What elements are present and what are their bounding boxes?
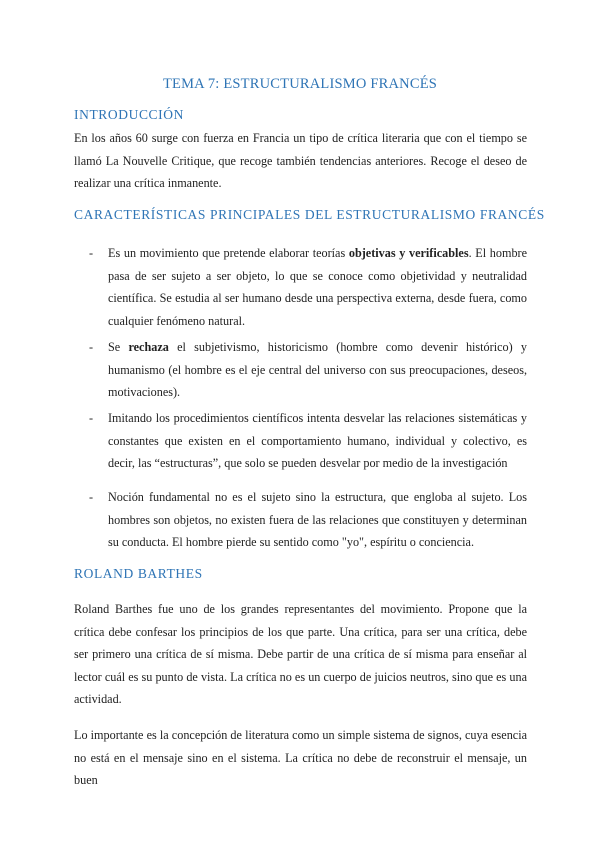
list-item-text: el subjetivismo, historicismo (hombre como devenir histórico) y humanismo (el hombre es el eje central del universo con sus preocupaciones, deseos, motivaciones). — [108, 340, 528, 399]
list-item: Noción fundamental no es el sujeto sino la estructura, que engloba al sujeto. Los hombres son objetos, no existen fuera de las relaciones que constituyen y determinan su conducta. El hombre pierde su sentido como "yo", espíritu o conciencia. — [108, 490, 527, 549]
heading-caracteristicas: CARACTERÍSTICAS PRINCIPALES DEL ESTRUCTURALISMO FRANCÉS — [74, 207, 545, 222]
bullet-mark: - — [89, 490, 94, 504]
bullet-mark: - — [89, 246, 94, 260]
list-item-text: . El hombre pasa de ser sujeto a ser objeto, lo que se conoce como objetividad y neutralidad científica. Se estudia al ser humano desde una perspectiva externa, desde fuera, como cualquier fenómeno natural. — [108, 246, 528, 328]
list-item-text: Se — [108, 340, 129, 354]
list-item-text: Es un movimiento que pretende elaborar teorías — [108, 246, 349, 260]
heading-introduccion: INTRODUCCIÓN — [74, 107, 184, 122]
bullet-mark: - — [89, 411, 94, 425]
list-item — [108, 242, 527, 332]
document-title: TEMA 7: ESTRUCTURALISMO FRANCÉS — [162, 76, 438, 92]
list-item: Imitando los procedimientos científicos intenta desvelar las relaciones sistemáticas y constantes que existen en el comportamiento humano, individual y colectivo, es decir, las “estructuras”, que solo se pueden desvelar por medio de la investigación — [108, 411, 527, 470]
paragraph-barthes-2: Lo importante es la concepción de literatura como un simple sistema de signos, cuya esencia no está en el mensaje sino en el sistema. La crítica no debe de reconstruir el mensaje, un buen — [74, 728, 527, 787]
paragraph-introduccion: En los años 60 surge con fuerza en Francia un tipo de crítica literaria que con el tiempo se llamó La Nouvelle Critique, que recoge también tendencias anteriores. Recoge el deseo de realizar una crítica inmanente. — [74, 131, 527, 190]
paragraph-barthes-1: Roland Barthes fue uno de los grandes representantes del movimiento. Propone que la crítica debe confesar los principios de los que parte. Una crítica, para ser una crítica, debe ser primero una crítica de sí misma. Debe partir de una crítica de sí misma para enseñar al lector cuál es su punto de vista. La crítica no es un cuerpo de juicios neutros, sino que es una actividad. — [74, 602, 527, 706]
bullet-mark: - — [89, 340, 94, 354]
list-item-bold: objetivas y verificables — [348, 246, 469, 260]
heading-roland-barthes: ROLAND BARTHES — [74, 566, 203, 581]
list-item-bold: rechaza — [128, 340, 169, 354]
list-item — [108, 336, 527, 404]
